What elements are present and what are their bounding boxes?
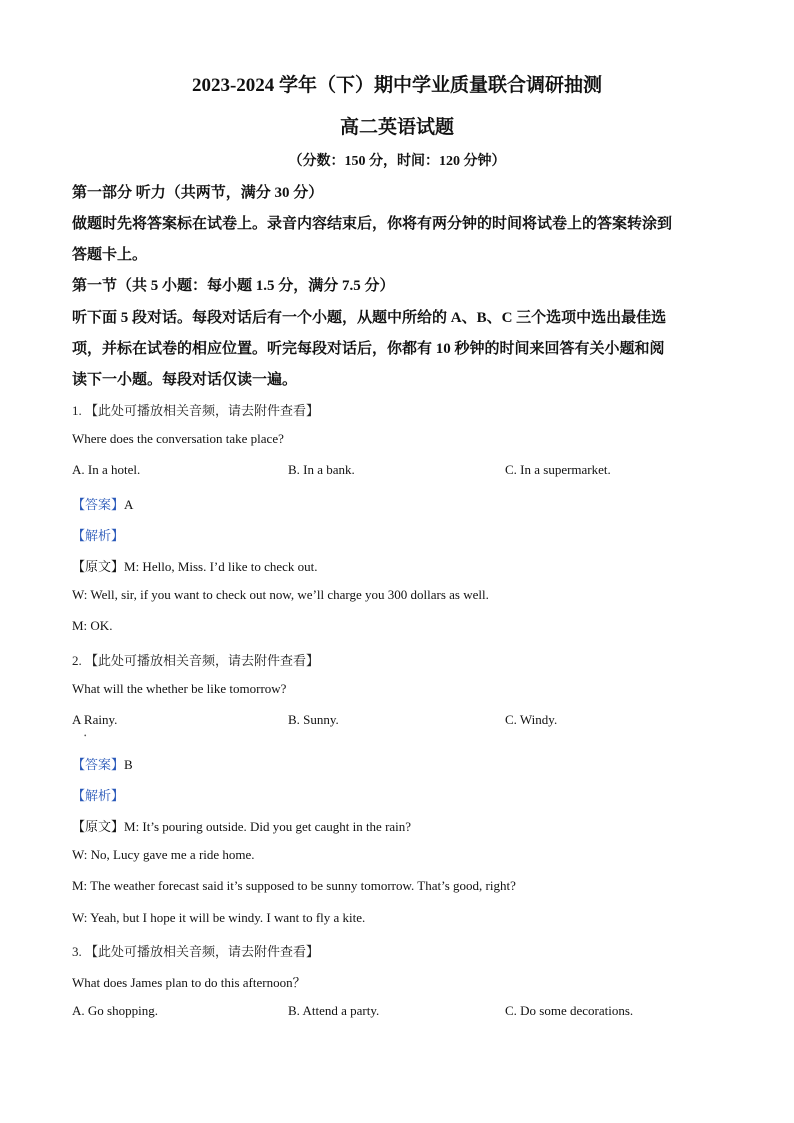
answer-label: 【答案】 xyxy=(72,497,125,512)
option-b: B. Attend a party. xyxy=(288,1003,380,1018)
option-b: B. In a bank. xyxy=(288,462,355,477)
exam-subtitle: 高二英语试题 xyxy=(339,117,454,138)
answer-value: B xyxy=(124,757,133,772)
transcript-line: W: Yeah, but I hope it will be windy. I want to fly a kite. xyxy=(72,910,366,925)
audio-placeholder-link[interactable]: 2. 【此处可播放相关音频，请去附件查看】 xyxy=(72,653,320,668)
answer-value: A xyxy=(124,497,134,512)
question-text: What will the whether be like tomorrow? xyxy=(72,681,287,696)
section1-instruction-line: 读下一小题。每段对话仅读一遍。 xyxy=(72,372,298,388)
answer-line xyxy=(72,754,133,773)
part1-instruction-line: 做题时先将答案标在试卷上。录音内容结束后，你将有两分钟的时间将试卷上的答案转涂到 xyxy=(72,216,673,232)
transcript-line: W: No, Lucy gave me a ride home. xyxy=(72,847,255,862)
transcript-line: W: Well, sir, if you want to check out now, we’ll charge you 300 dollars as well. xyxy=(72,587,489,602)
option-c: C. Windy. xyxy=(505,712,558,727)
option-a: A. Go shopping. xyxy=(72,1003,158,1018)
option-a: A Rainy. xyxy=(72,712,118,727)
analysis-label: 【解析】 xyxy=(72,788,125,803)
score-info: （分数：150 分，时间：120 分钟） xyxy=(288,154,506,169)
exam-title: 2023-2024 学年（下）期中学业质量联合调研抽测 xyxy=(191,75,603,96)
option-c: C. Do some decorations. xyxy=(505,1003,634,1018)
part1-instruction-line: 答题卡上。 xyxy=(72,247,148,263)
section1-heading: 第一节（共 5 小题：每小题 1.5 分，满分 7.5 分） xyxy=(72,278,395,294)
transcript-line: M: The weather forecast said it’s supposed to be sunny tomorrow. That’s good, right? xyxy=(72,878,516,893)
transcript-line: 【原文】M: It’s pouring outside. Did you get caught in the rain? xyxy=(72,819,412,834)
question-text: Where does the conversation take place? xyxy=(72,431,284,446)
original-label: 【原文】 xyxy=(72,819,125,834)
answer-line xyxy=(72,494,133,513)
answer-label: 【答案】 xyxy=(72,757,125,772)
transcript-line: M: OK. xyxy=(72,618,113,633)
analysis-label: 【解析】 xyxy=(72,528,125,543)
question-text: What does James plan to do this afternoon？ xyxy=(72,975,306,990)
option-b: B. Sunny. xyxy=(288,712,339,727)
section1-instruction-line: 项，并标在试卷的相应位置。听完每段对话后，你都有 10 秒钟的时间来回答有关小题和阅 xyxy=(72,341,665,357)
audio-placeholder-link[interactable]: 1. 【此处可播放相关音频，请去附件查看】 xyxy=(72,403,320,418)
original-label: 【原文】 xyxy=(72,559,125,574)
option-a: A. In a hotel. xyxy=(72,462,141,477)
section1-instruction-line: 听下面 5 段对话。每段对话后有一个小题，从题中所给的 A、B、C 三个选项中选出最佳选 xyxy=(72,310,667,326)
option-c: C. In a supermarket. xyxy=(505,462,611,477)
transcript-line: 【原文】M: Hello, Miss. I’d like to check out. xyxy=(72,559,318,574)
audio-placeholder-link[interactable]: 3. 【此处可播放相关音频，请去附件查看】 xyxy=(72,944,320,959)
part1-heading: 第一部分 听力（共两节，满分 30 分） xyxy=(72,185,324,201)
stray-dot: • xyxy=(84,732,87,740)
